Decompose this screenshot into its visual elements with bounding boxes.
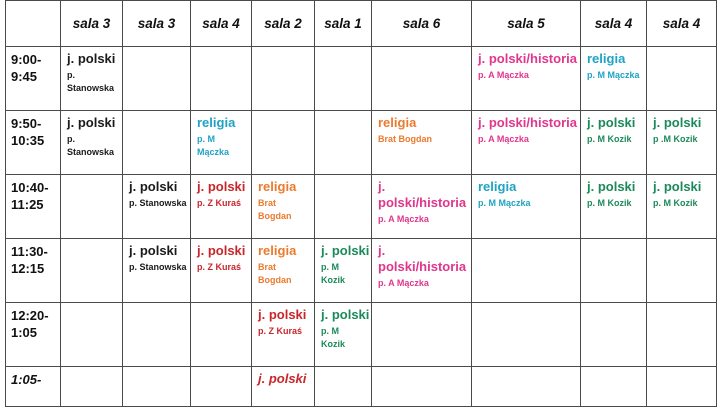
lesson-subject: j. polski xyxy=(321,243,370,258)
time-slot-label: 11:30- 12:15 xyxy=(11,244,48,276)
lesson-subject: religia xyxy=(258,243,297,258)
lesson-teacher: p. M Kozik xyxy=(321,326,346,349)
lesson-cell xyxy=(123,175,191,239)
lesson-entry xyxy=(372,111,471,146)
header-cell-room: sala 3 xyxy=(61,1,123,47)
time-cell xyxy=(6,47,61,111)
lesson-entry xyxy=(581,111,646,146)
lesson-entry xyxy=(123,175,190,210)
header-cell-room: sala 3 xyxy=(123,1,191,47)
lesson-subject: j. polski/historia xyxy=(478,115,577,130)
lesson-teacher: p. Z Kuraś xyxy=(197,262,242,272)
lesson-subject: religia xyxy=(378,115,417,130)
empty-cell xyxy=(123,303,191,367)
lesson-cell xyxy=(61,47,123,111)
empty-cell xyxy=(191,367,252,407)
lesson-subject: j. polski xyxy=(67,51,116,66)
lesson-teacher: p. Z Kuraś xyxy=(258,326,303,336)
lesson-cell xyxy=(252,303,315,367)
empty-cell xyxy=(372,367,472,407)
lesson-cell xyxy=(315,303,372,367)
lesson-entry xyxy=(372,175,471,226)
empty-cell xyxy=(61,175,123,239)
lesson-cell xyxy=(581,47,647,111)
empty-cell xyxy=(472,303,581,367)
lesson-entry xyxy=(191,175,251,210)
header-cell-room: sala 4 xyxy=(581,1,647,47)
lesson-teacher: p. A Mączka xyxy=(478,70,529,80)
lesson-subject: j. polski/historia xyxy=(478,51,577,66)
time-cell xyxy=(6,239,61,303)
schedule-row xyxy=(6,175,717,239)
lesson-teacher: p. M Kozik xyxy=(587,134,632,144)
lesson-subject: religia xyxy=(478,179,517,194)
empty-cell xyxy=(123,111,191,175)
empty-cell xyxy=(647,47,717,111)
lesson-cell xyxy=(372,175,472,239)
lesson-entry xyxy=(472,47,580,82)
lesson-entry xyxy=(647,175,716,210)
empty-cell xyxy=(123,47,191,111)
lesson-cell xyxy=(61,111,123,175)
time-slot-label: 9:00- 9:45 xyxy=(11,52,42,84)
time-cell xyxy=(6,175,61,239)
lesson-subject: j. polski xyxy=(129,243,178,258)
lesson-cell xyxy=(647,111,717,175)
header-cell-corner xyxy=(6,1,61,47)
header-cell-room: sala 2 xyxy=(252,1,315,47)
lesson-entry xyxy=(581,175,646,210)
lesson-cell xyxy=(472,175,581,239)
lesson-subject: religia xyxy=(197,115,236,130)
lesson-cell xyxy=(372,239,472,303)
empty-cell xyxy=(472,239,581,303)
lesson-teacher: p. M Kozik xyxy=(321,262,346,285)
time-slot-label: 12:20- 1:05 xyxy=(11,308,49,340)
schedule-table xyxy=(5,0,717,407)
schedule-row xyxy=(6,239,717,303)
lesson-cell xyxy=(581,111,647,175)
empty-cell xyxy=(191,303,252,367)
lesson-entry xyxy=(252,303,314,338)
empty-cell xyxy=(372,303,472,367)
lesson-entry xyxy=(315,303,371,351)
lesson-teacher: p. M Kozik xyxy=(653,198,698,208)
lesson-entry xyxy=(372,239,471,290)
lesson-teacher: p. Stanowska xyxy=(129,262,187,272)
lesson-entry xyxy=(252,239,314,287)
lesson-entry xyxy=(315,239,371,287)
empty-cell xyxy=(647,239,717,303)
header-cell-room: sala 4 xyxy=(191,1,252,47)
header-row xyxy=(6,1,717,47)
lesson-cell xyxy=(252,367,315,407)
schedule-row xyxy=(6,47,717,111)
lesson-cell xyxy=(315,239,372,303)
lesson-teacher: p .M Kozik xyxy=(653,134,698,144)
empty-cell xyxy=(123,367,191,407)
lesson-subject: j. polski xyxy=(587,179,636,194)
time-slot-label: 1:05- xyxy=(11,372,42,387)
lesson-cell xyxy=(472,47,581,111)
lesson-teacher: p. Stanowska xyxy=(67,70,115,93)
time-cell xyxy=(6,111,61,175)
empty-cell xyxy=(61,239,123,303)
lesson-teacher: p. M Kozik xyxy=(587,198,632,208)
lesson-entry xyxy=(61,111,122,159)
header-cell-room: sala 5 xyxy=(472,1,581,47)
lesson-subject: j. polski xyxy=(587,115,636,130)
lesson-teacher: p. M Mączka xyxy=(587,70,640,80)
lesson-teacher: p. Stanowska xyxy=(67,134,115,157)
lesson-subject: j. polski xyxy=(653,179,702,194)
empty-cell xyxy=(581,303,647,367)
lesson-cell xyxy=(647,175,717,239)
lesson-entry xyxy=(123,239,190,274)
lesson-teacher: Brat Bogdan xyxy=(258,262,292,285)
empty-cell xyxy=(315,175,372,239)
lesson-entry xyxy=(61,47,122,95)
lesson-teacher: p. A Mączka xyxy=(378,214,429,224)
lesson-entry xyxy=(252,367,314,387)
lesson-entry xyxy=(472,111,580,146)
lesson-cell xyxy=(252,239,315,303)
lesson-subject: j. polski xyxy=(197,179,246,194)
lesson-subject: j. polski xyxy=(258,371,307,386)
lesson-cell xyxy=(252,175,315,239)
time-slot-label: 10:40- 11:25 xyxy=(11,180,49,212)
empty-cell xyxy=(191,47,252,111)
lesson-cell xyxy=(372,111,472,175)
header-cell-room: sala 1 xyxy=(315,1,372,47)
empty-cell xyxy=(472,367,581,407)
lesson-cell xyxy=(581,175,647,239)
lesson-subject: j. polski xyxy=(258,307,307,322)
empty-cell xyxy=(61,367,123,407)
schedule-row xyxy=(6,367,717,407)
lesson-cell xyxy=(191,175,252,239)
empty-cell xyxy=(315,47,372,111)
lesson-entry xyxy=(252,175,314,223)
lesson-entry xyxy=(581,47,646,82)
empty-cell xyxy=(252,47,315,111)
lesson-subject: j. polski xyxy=(653,115,702,130)
empty-cell xyxy=(581,239,647,303)
time-slot-label: 9:50- 10:35 xyxy=(11,116,45,148)
empty-cell xyxy=(315,367,372,407)
lesson-subject: j. polski xyxy=(197,243,246,258)
schedule-row xyxy=(6,303,717,367)
lesson-cell xyxy=(123,239,191,303)
lesson-subject: j. polski xyxy=(321,307,370,322)
empty-cell xyxy=(372,47,472,111)
empty-cell xyxy=(315,111,372,175)
lesson-teacher: p. Stanowska xyxy=(129,198,187,208)
empty-cell xyxy=(61,303,123,367)
lesson-subject: j. polski/historia xyxy=(378,179,467,210)
lesson-subject: j. polski xyxy=(67,115,116,130)
lesson-teacher: p. M Mączka xyxy=(197,134,230,157)
lesson-entry xyxy=(647,111,716,146)
lesson-entry xyxy=(191,111,251,159)
lesson-subject: religia xyxy=(258,179,297,194)
lesson-cell xyxy=(191,239,252,303)
lesson-teacher: p. A Mączka xyxy=(378,278,429,288)
lesson-subject: j. polski xyxy=(129,179,178,194)
lesson-cell xyxy=(472,111,581,175)
empty-cell xyxy=(647,367,717,407)
lesson-entry xyxy=(472,175,580,210)
lesson-subject: j. polski/historia xyxy=(378,243,467,274)
lesson-teacher: Brat Bogdan xyxy=(258,198,292,221)
lesson-entry xyxy=(191,239,251,274)
lesson-subject: religia xyxy=(587,51,626,66)
empty-cell xyxy=(647,303,717,367)
lesson-teacher: Brat Bogdan xyxy=(378,134,432,144)
lesson-cell xyxy=(191,111,252,175)
empty-cell xyxy=(252,111,315,175)
schedule-row xyxy=(6,111,717,175)
lesson-teacher: p. A Mączka xyxy=(478,134,529,144)
lesson-teacher: p. Z Kuraś xyxy=(197,198,242,208)
lesson-teacher: p. M Mączka xyxy=(478,198,531,208)
header-cell-room: sala 4 xyxy=(647,1,717,47)
time-cell xyxy=(6,367,61,407)
empty-cell xyxy=(581,367,647,407)
header-cell-room: sala 6 xyxy=(372,1,472,47)
time-cell xyxy=(6,303,61,367)
